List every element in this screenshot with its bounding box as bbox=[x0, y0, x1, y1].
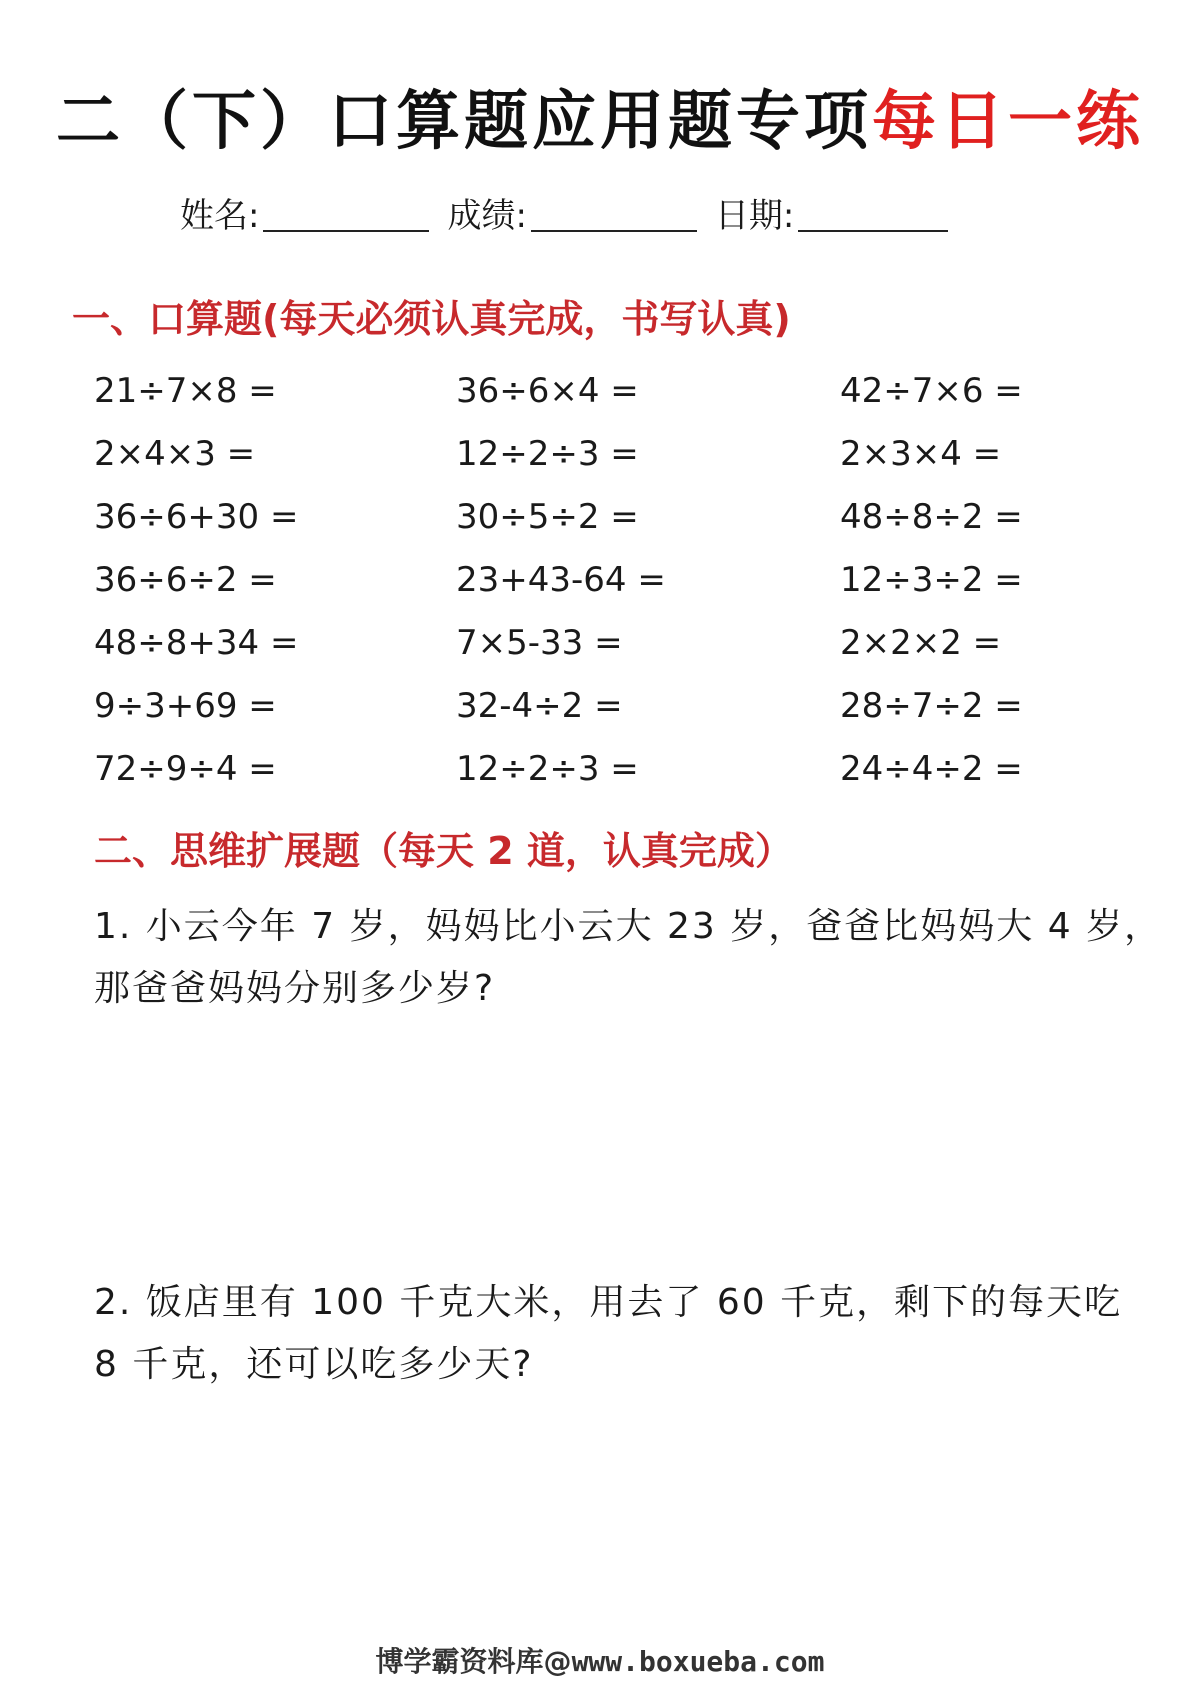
problem-row bbox=[94, 618, 1094, 681]
math-problem: 9÷3+69 = bbox=[94, 686, 277, 726]
name-blank-line[interactable] bbox=[263, 230, 429, 232]
math-problem: 23+43-64 = bbox=[456, 560, 666, 600]
word-problem-2 bbox=[94, 1272, 1134, 1396]
math-problem: 36÷6+30 = bbox=[94, 497, 299, 537]
title-accent: 每日一练 bbox=[872, 85, 1144, 159]
page-title bbox=[0, 82, 1200, 162]
math-problem: 48÷8÷2 = bbox=[840, 497, 1023, 537]
math-problem: 2×2×2 = bbox=[840, 623, 1002, 663]
section-2-title: 二、思维扩展题（每天 2 道，认真完成） bbox=[94, 829, 793, 873]
math-problem: 12÷3÷2 = bbox=[840, 560, 1023, 600]
math-problem: 2×3×4 = bbox=[840, 434, 1002, 474]
mental-math-grid bbox=[94, 366, 1094, 807]
name-label: 姓名: bbox=[180, 196, 260, 236]
word-problem-line: 那爸爸妈妈分别多少岁? bbox=[94, 968, 496, 1009]
math-problem: 7×5-33 = bbox=[456, 623, 623, 663]
math-problem: 12÷2÷3 = bbox=[456, 749, 639, 789]
word-problem-line: 1. 小云今年 7 岁，妈妈比小云大 23 岁，爸爸比妈妈大 4 岁， bbox=[94, 906, 1163, 947]
problem-row bbox=[94, 429, 1094, 492]
math-problem: 2×4×3 = bbox=[94, 434, 256, 474]
problem-row bbox=[94, 366, 1094, 429]
date-label: 日期: bbox=[714, 196, 795, 236]
math-problem: 48÷8+34 = bbox=[94, 623, 299, 663]
math-problem: 28÷7÷2 = bbox=[840, 686, 1023, 726]
problem-row bbox=[94, 555, 1094, 618]
section-1-title: 一、口算题(每天必须认真完成，书写认真) bbox=[72, 297, 791, 341]
problem-row bbox=[94, 744, 1094, 807]
footer-watermark bbox=[0, 1642, 1200, 1682]
problem-row bbox=[94, 492, 1094, 555]
math-problem: 24÷4÷2 = bbox=[840, 749, 1023, 789]
score-label: 成绩: bbox=[447, 196, 527, 236]
date-blank-line[interactable] bbox=[798, 230, 948, 232]
math-problem: 30÷5÷2 = bbox=[456, 497, 639, 537]
math-problem: 42÷7×6 = bbox=[840, 371, 1023, 411]
math-problem: 32-4÷2 = bbox=[456, 686, 623, 726]
score-field[interactable] bbox=[447, 194, 696, 238]
word-problem-line: 8 千克，还可以吃多少天? bbox=[94, 1344, 534, 1385]
math-problem: 12÷2÷3 = bbox=[456, 434, 639, 474]
footer-url: www.boxueba.com bbox=[571, 1645, 825, 1678]
math-problem: 36÷6×4 = bbox=[456, 371, 639, 411]
math-problem: 72÷9÷4 = bbox=[94, 749, 277, 789]
info-row bbox=[180, 188, 966, 238]
word-problem-line: 2. 饭店里有 100 千克大米，用去了 60 千克，剩下的每天吃 bbox=[94, 1282, 1123, 1323]
score-blank-line[interactable] bbox=[531, 230, 697, 232]
date-field[interactable] bbox=[715, 194, 948, 238]
footer-brand: 博学霸资料库@ bbox=[375, 1645, 572, 1678]
problem-row bbox=[94, 681, 1094, 744]
name-field[interactable] bbox=[180, 194, 429, 238]
title-main: 二（下）口算题应用题专项 bbox=[56, 85, 872, 159]
math-problem: 21÷7×8 = bbox=[94, 371, 277, 411]
word-problem-1 bbox=[94, 896, 1163, 1020]
math-problem: 36÷6÷2 = bbox=[94, 560, 277, 600]
